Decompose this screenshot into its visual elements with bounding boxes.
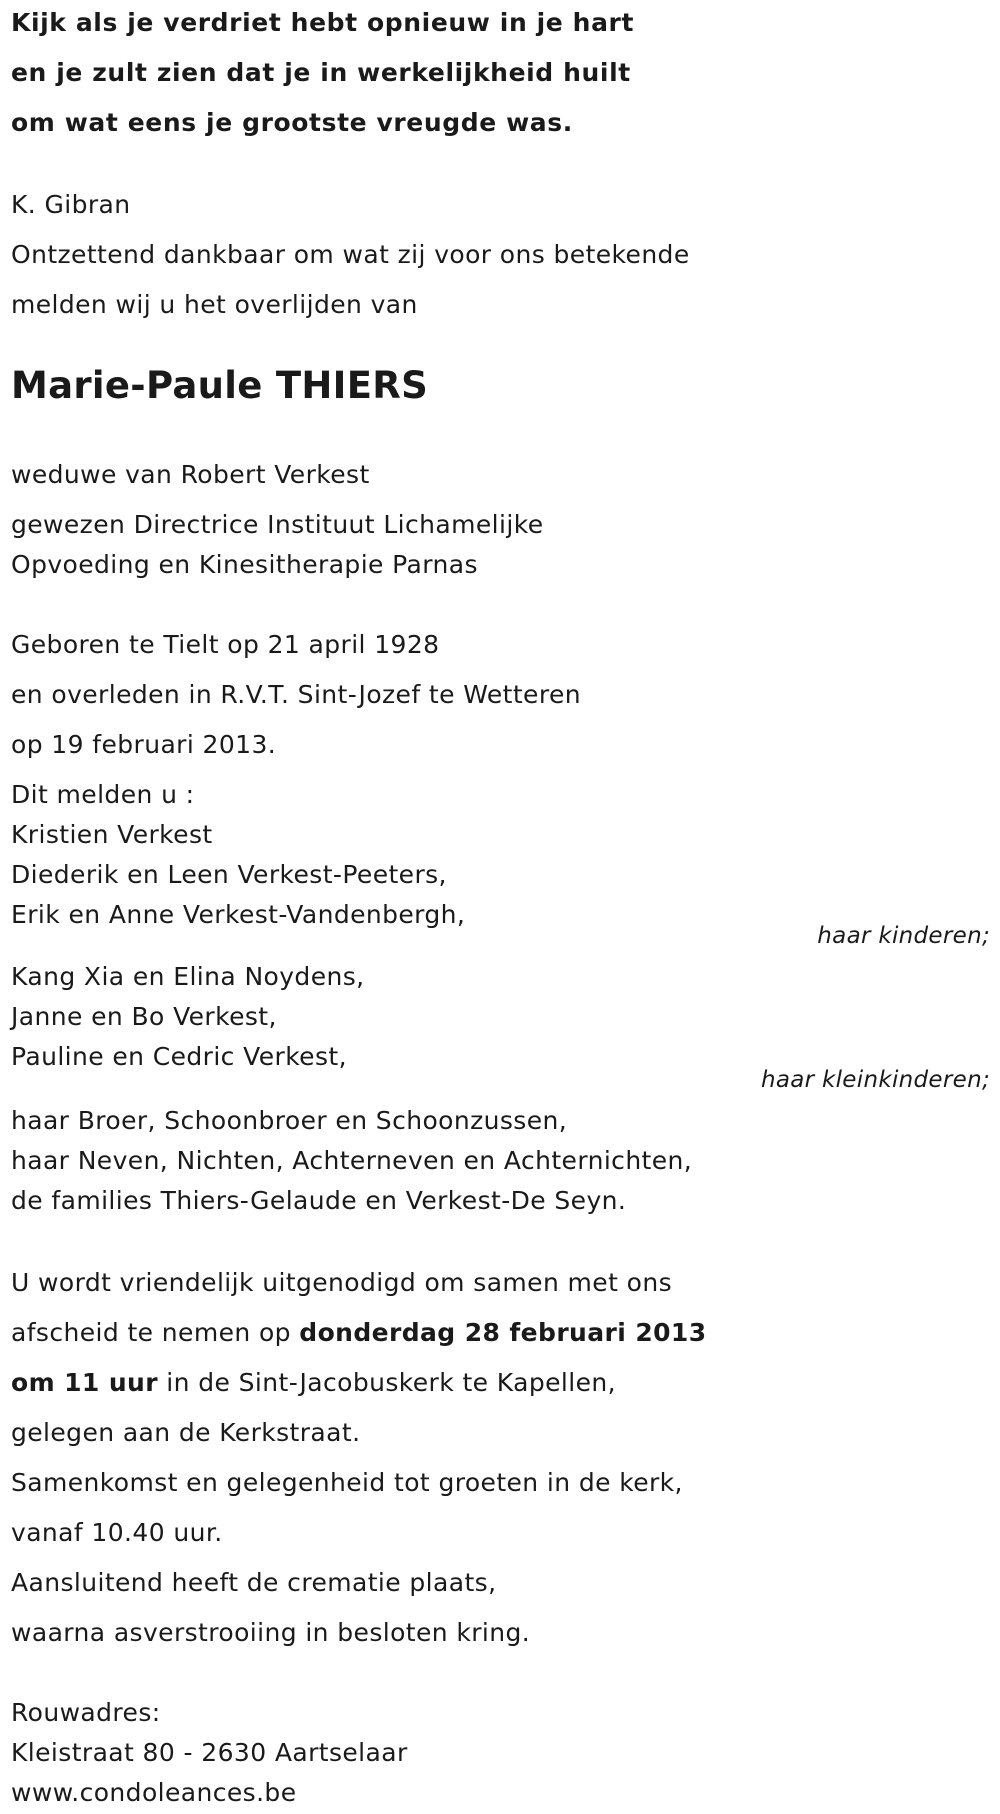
birth-info: Geboren te Tielt op 21 april 1928 (11, 630, 440, 659)
intro-line-2: melden wij u het overlijden van (11, 290, 418, 319)
ceremony-line-4: gelegen aan de Kerkstraat. (11, 1418, 361, 1447)
ceremony-line-2-text: afscheid te nemen op (11, 1318, 300, 1347)
address-street: Kleistraat 80 - 2630 Aartselaar (11, 1738, 408, 1767)
ceremony-line-7: Aansluitend heeft de crematie plaats, (11, 1568, 497, 1597)
child-3: Erik en Anne Verkest-Vandenbergh, (11, 900, 466, 929)
grandchild-2: Janne en Bo Verkest, (11, 1002, 277, 1031)
child-2: Diederik en Leen Verkest-Peeters, (11, 860, 447, 889)
former-role-line-1: gewezen Directrice Instituut Lichamelijke (11, 510, 544, 539)
family-line-2: haar Neven, Nichten, Achterneven en Achternichten, (11, 1146, 693, 1175)
ceremony-line-3 (11, 1368, 616, 1398)
ceremony-line-8: waarna asverstrooiing in besloten kring. (11, 1618, 531, 1647)
death-info-line-2: op 19 februari 2013. (11, 730, 277, 759)
family-line-1: haar Broer, Schoonbroer en Schoonzussen, (11, 1106, 568, 1135)
ceremony-line-6: vanaf 10.40 uur. (11, 1518, 223, 1547)
ceremony-line-5: Samenkomst en gelegenheid tot groeten in de kerk, (11, 1468, 683, 1497)
grandchild-1: Kang Xia en Elina Noydens, (11, 962, 365, 991)
intro-line-1: Ontzettend dankbaar om wat zij voor ons betekende (11, 240, 690, 269)
ceremony-line-1: U wordt vriendelijk uitgenodigd om samen met ons (11, 1268, 672, 1297)
death-info-line-1: en overleden in R.V.T. Sint-Jozef te Wetteren (11, 680, 581, 709)
address-label: Rouwadres: (11, 1698, 161, 1727)
former-role-line-2: Opvoeding en Kinesitherapie Parnas (11, 550, 478, 579)
ceremony-line-2 (11, 1318, 707, 1348)
quote-line-1: Kijk als je verdriet hebt opnieuw in je hart (11, 8, 635, 37)
grandchild-3: Pauline en Cedric Verkest, (11, 1042, 347, 1071)
condolence-website[interactable]: www.condoleances.be (11, 1778, 297, 1807)
quote-author: K. Gibran (11, 190, 131, 219)
deceased-name: Marie-Paule THIERS (11, 364, 429, 407)
family-line-3: de families Thiers-Gelaude en Verkest-De Seyn. (11, 1186, 627, 1215)
ceremony-time: om 11 uur (11, 1368, 158, 1397)
quote-line-2: en je zult zien dat je in werkelijkheid huilt (11, 58, 631, 87)
grandchildren-label: haar kleinkinderen; (760, 1067, 990, 1093)
quote-line-3: om wat eens je grootste vreugde was. (11, 108, 573, 137)
child-1: Kristien Verkest (11, 820, 213, 849)
announcers-intro: Dit melden u : (11, 780, 195, 809)
ceremony-line-3-text: in de Sint-Jacobuskerk te Kapellen, (157, 1368, 616, 1397)
widow-of: weduwe van Robert Verkest (11, 460, 370, 489)
children-label: haar kinderen; (817, 923, 990, 949)
ceremony-date: donderdag 28 februari 2013 (299, 1318, 707, 1347)
